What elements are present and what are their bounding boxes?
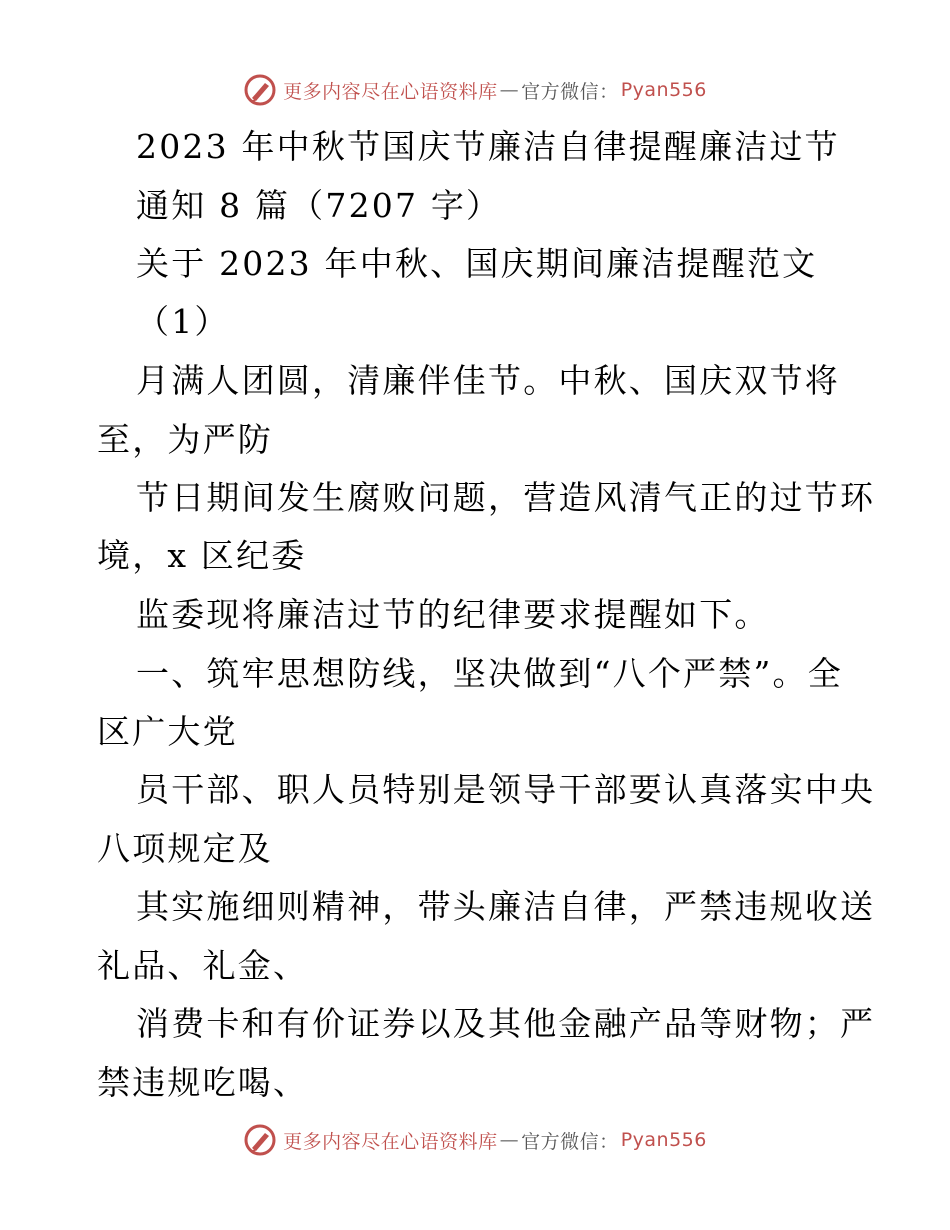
watermark-separator: — <box>499 1129 520 1151</box>
pen-seal-logo-icon <box>243 1123 277 1157</box>
paragraph-line: 区广大党 <box>97 712 238 751</box>
watermark-separator: — <box>499 79 520 101</box>
paragraph-line: 境，x 区纪委 <box>97 536 307 575</box>
paragraph-line: 一、筑牢思想防线，坚决做到“八个严禁”。全 <box>136 654 843 693</box>
section-heading-line-1: 关于 2023 年中秋、国庆期间廉洁提醒范文 <box>136 244 818 283</box>
paragraph-line: 节日期间发生腐败问题，营造风清气正的过节环 <box>136 478 876 517</box>
paragraph-line: 礼品、礼金、 <box>97 946 309 985</box>
paragraph-line: 月满人团圆，清廉伴佳节。中秋、国庆双节将 <box>136 361 840 400</box>
watermark-wechat-label: 官方微信： <box>521 80 619 103</box>
doc-title-line-1: 2023 年中秋节国庆节廉洁自律提醒廉洁过节 <box>136 127 840 166</box>
paragraph-line: 消费卡和有价证券以及其他金融产品等财物；严 <box>136 1004 876 1043</box>
watermark-wechat-label: 官方微信： <box>521 1130 619 1153</box>
paragraph-line: 八项规定及 <box>97 829 273 868</box>
watermark-text: 更多内容尽在心语资料库 <box>283 1130 498 1153</box>
paragraph-line: 至，为严防 <box>97 420 273 459</box>
watermark-wechat-id: Pyan556 <box>620 79 707 101</box>
watermark-text: 更多内容尽在心语资料库 <box>283 80 498 103</box>
footer-watermark <box>0 1120 950 1160</box>
paragraph-line: 禁违规吃喝、 <box>97 1063 309 1102</box>
doc-title-line-2: 通知 8 篇（7207 字） <box>136 186 502 225</box>
watermark-wechat-id: Pyan556 <box>620 1129 707 1151</box>
section-heading-line-2: （1） <box>136 302 230 341</box>
paragraph-line: 监委现将廉洁过节的纪律要求提醒如下。 <box>136 595 770 634</box>
paragraph-line: 其实施细则精神，带头廉洁自律，严禁违规收送 <box>136 887 876 926</box>
paragraph-line: 员干部、职人员特别是领导干部要认真落实中央 <box>136 770 876 809</box>
